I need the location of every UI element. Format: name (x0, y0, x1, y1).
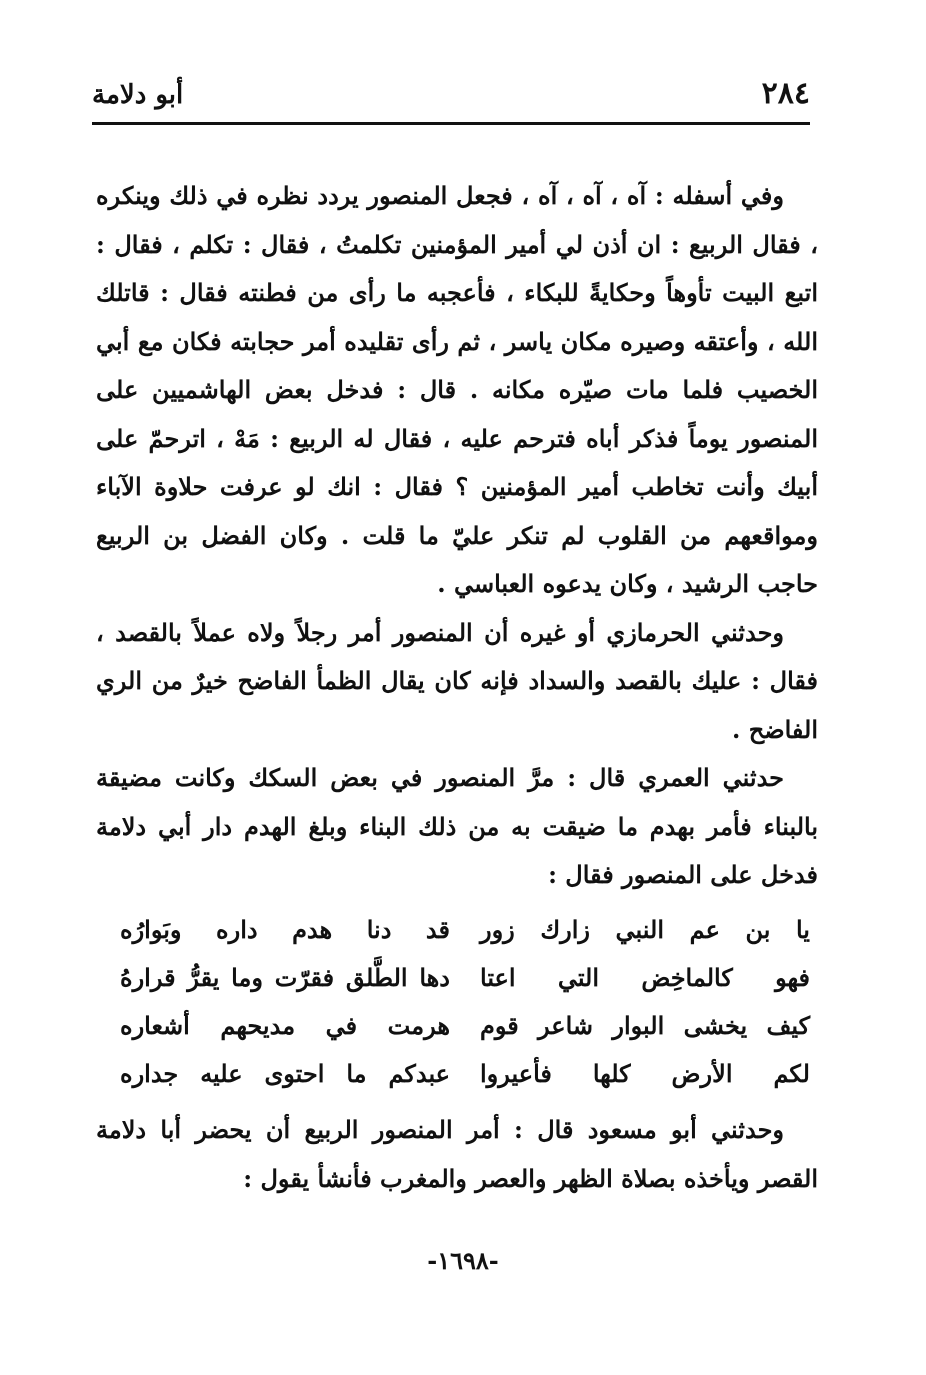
poem-verse (120, 954, 810, 1002)
paragraph: حدثني العمري قال : مرَّ المنصور في بعض السكك وكانت مضيقة بالبناء فأمر بهدم ما ضيقت به من ذلك البناء وبلغ الهدم دار أبي دلامة فدخل على المنصور فقال : (96, 763, 818, 889)
running-title: أبو دلامة (92, 80, 184, 110)
closing-text (96, 1106, 818, 1203)
verse-first-hemistich: كيف يخشى البوار شاعر قوم (480, 1011, 810, 1040)
poem-verse (120, 1002, 810, 1050)
body-text (96, 172, 818, 900)
verse-first-hemistich: لكم الأرض كلها فأعيروا (480, 1059, 810, 1088)
poem-verse (120, 906, 810, 954)
verse-second-hemistich: قد دنا هدم داره وبَوارُه (120, 915, 450, 944)
poem (120, 906, 810, 1098)
poem-verse (120, 1050, 810, 1098)
header-rule (92, 122, 810, 125)
verse-second-hemistich: عبدكم ما احتوى عليه جداره (120, 1059, 450, 1088)
verse-first-hemistich: فهو كالماخِض التي اعتا (480, 963, 810, 992)
paragraph: وحدثني أبو مسعود قال : أمر المنصور الربيع أن يحضر أبا دلامة القصر ويأخذه بصلاة الظهر والعصر والمغرب فأنشأ يقول : (96, 1115, 818, 1193)
paragraph: وحدثني الحرمازي أو غيره أن المنصور أمر رجلاً ولاه عملاً بالقصد ، فقال : عليك بالقصد والسداد فإنه كان يقال الظمأ الفاضح خيرٌ من الري الفاضح . (96, 617, 818, 744)
page-number: ٢٨٤ (761, 76, 810, 111)
verse-first-hemistich: يا بن عم النبي زارك زور (480, 915, 810, 944)
paragraph: وفي أسفله : آه ، آه ، آه ، فجعل المنصور يردد نظره في ذلك وينكره ، فقال الربيع : ان أذن لي أمير المؤمنين تكلمتُ ، فقال : تكلم ، فقال : اتبع البيت تأوهاً وحكايةً للبكاء ، فأعجبه ما رأى من فطنته فقال : قاتلك الله ، وأعتقه وصيره مكان ياسر ، ثم رأى تقليده أمر حجابته فكان مع أبي الخصيب فلما مات صيّره مكانه . قال : فدخل بعض الهاشميين على المنصور يوماً فذكر أباه فترحم عليه ، فقال له الربيع : مَهْ ، اترحمّ على أبيك وأنت تخاطب أمير المؤمنين ؟ فقال : انك لو عرفت حلاوة الآباء ومواقعهم من القلوب لم تنكر عليّ ما قلت . وكان الفضل بن الربيع حاجب الرشيد ، وكان يدعوه العباسي . (96, 181, 818, 598)
folio-number: -١٦٩٨- (427, 1246, 499, 1275)
verse-second-hemistich: دها الطَّلق فقرّت وما يقرُّ قرارهُ (120, 963, 450, 992)
page-header (92, 76, 810, 120)
verse-second-hemistich: هرمت في مديحهم أشعاره (120, 1011, 450, 1040)
